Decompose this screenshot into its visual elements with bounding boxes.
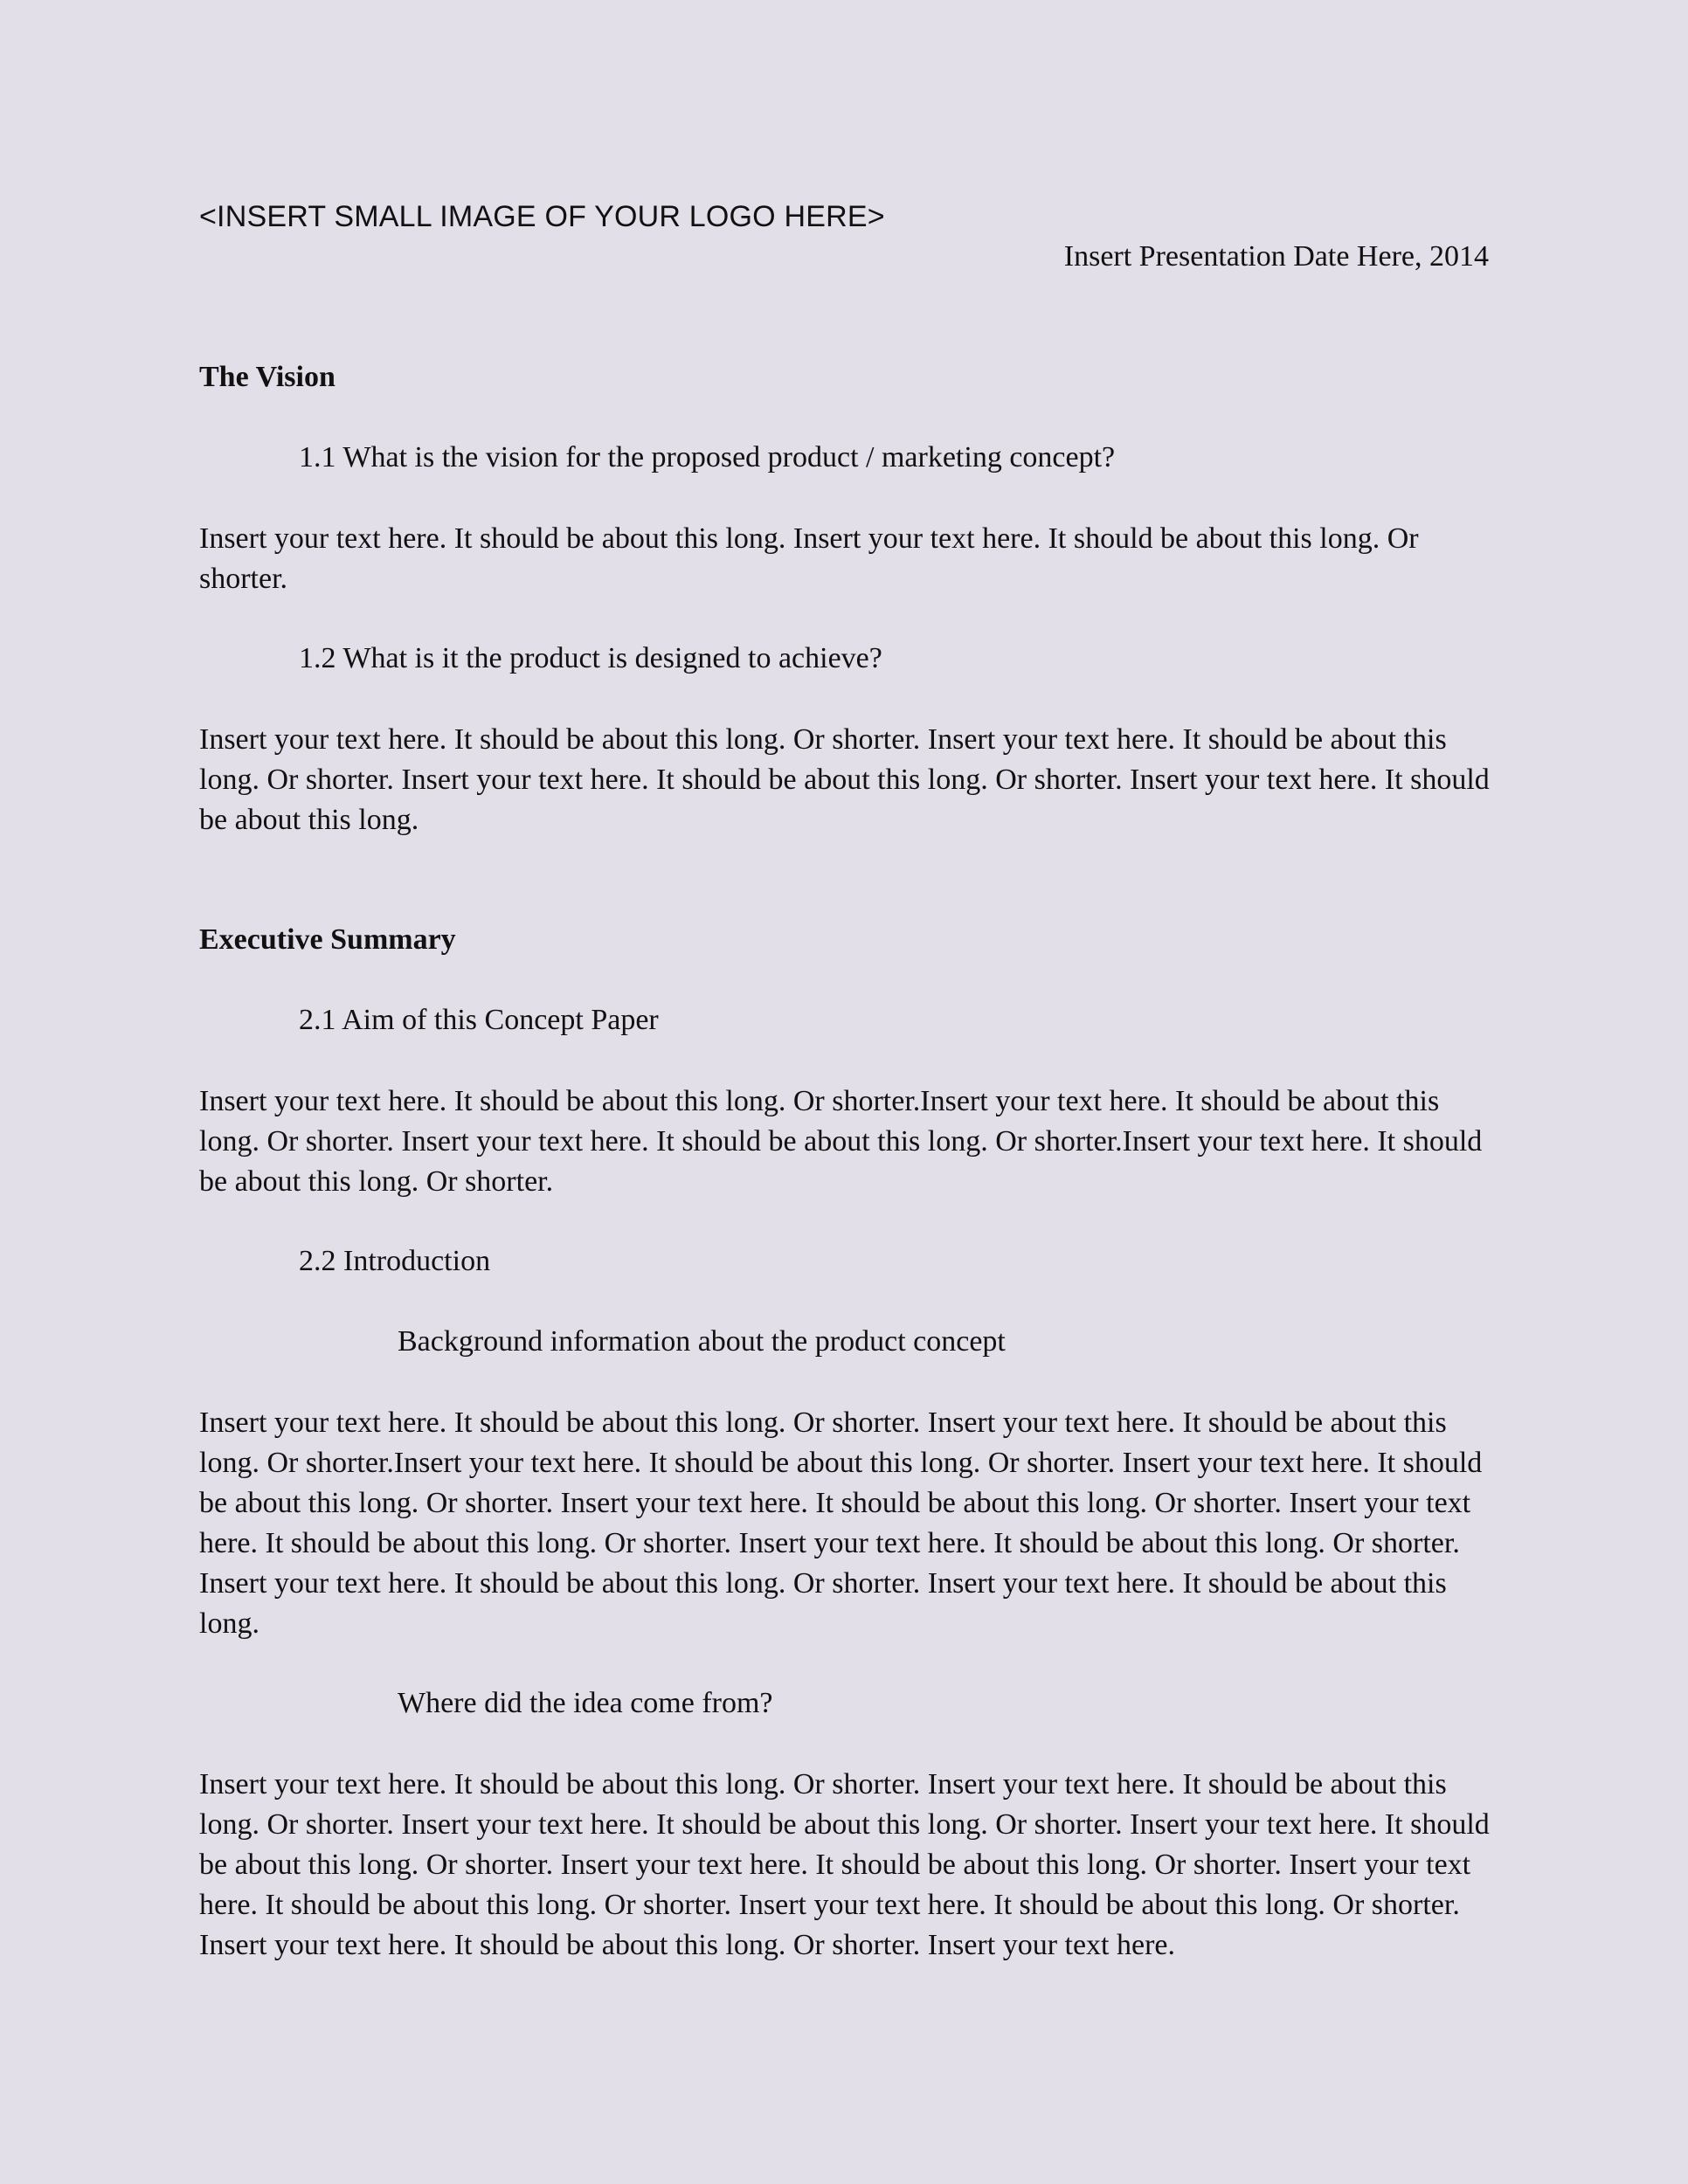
question-1-2: 1.2 What is it the product is designed to achieve? [299, 642, 882, 674]
presentation-date: Insert Presentation Date Here, 2014 [1063, 240, 1489, 273]
subsection-2-1: 2.1 Aim of this Concept Paper [299, 1004, 659, 1036]
subheading-idea-origin: Where did the idea come from? [398, 1687, 773, 1719]
summary-paragraph-2: Insert your text here. It should be about this long. Or shorter. Insert your text here. It should be about this long. Or shorter.Insert your text here. It should be about this long. Or shorter. Insert your text here. It should be about this long. Or shorter. Insert your text here. It should be about this long. Or shorter. Insert your text here. It should be about this long. Or shorter. Insert your text here. It should be about this long. Or shorter. Insert your text here. It should be about this long. Or shorter. Insert your text here. It should be about this long. [199, 1406, 1483, 1640]
summary-paragraph-3: Insert your text here. It should be about this long. Or shorter. Insert your text here. It should be about this long. Or shorter. Insert your text here. It should be about this long. Or shorter. Insert your text here. It should be about this long. Or shorter. Insert your text here. It should be about this long. Or shorter. Insert your text here. It should be about this long. Or shorter. Insert your text here. It should be about this long. Or shorter. Insert your text here. It should be about this long. Or shorter. Insert your text here. [199, 1768, 1490, 1961]
section-heading-vision: The Vision [199, 361, 336, 393]
section-heading-executive-summary: Executive Summary [199, 923, 456, 956]
vision-paragraph-2: Insert your text here. It should be about this long. Or shorter. Insert your text here. It should be about this long. Or shorter. Insert your text here. It should be about this long. Or shorter. Insert your text here. It should be about this long. [199, 723, 1490, 836]
question-1-1: 1.1 What is the vision for the proposed product / marketing concept? [299, 441, 1116, 473]
logo-placeholder: <INSERT SMALL IMAGE OF YOUR LOGO HERE> [199, 200, 885, 233]
subheading-background: Background information about the product concept [398, 1325, 1006, 1358]
subsection-2-2: 2.2 Introduction [299, 1245, 491, 1277]
summary-paragraph-1: Insert your text here. It should be about this long. Or shorter.Insert your text here. It should be about this long. Or shorter. Insert your text here. It should be about this long. Or shorter.Insert your text here. It should be about this long. Or shorter. [199, 1085, 1483, 1198]
vision-paragraph-1: Insert your text here. It should be about this long. Insert your text here. It should be about this long. Or shorter. [199, 522, 1419, 595]
